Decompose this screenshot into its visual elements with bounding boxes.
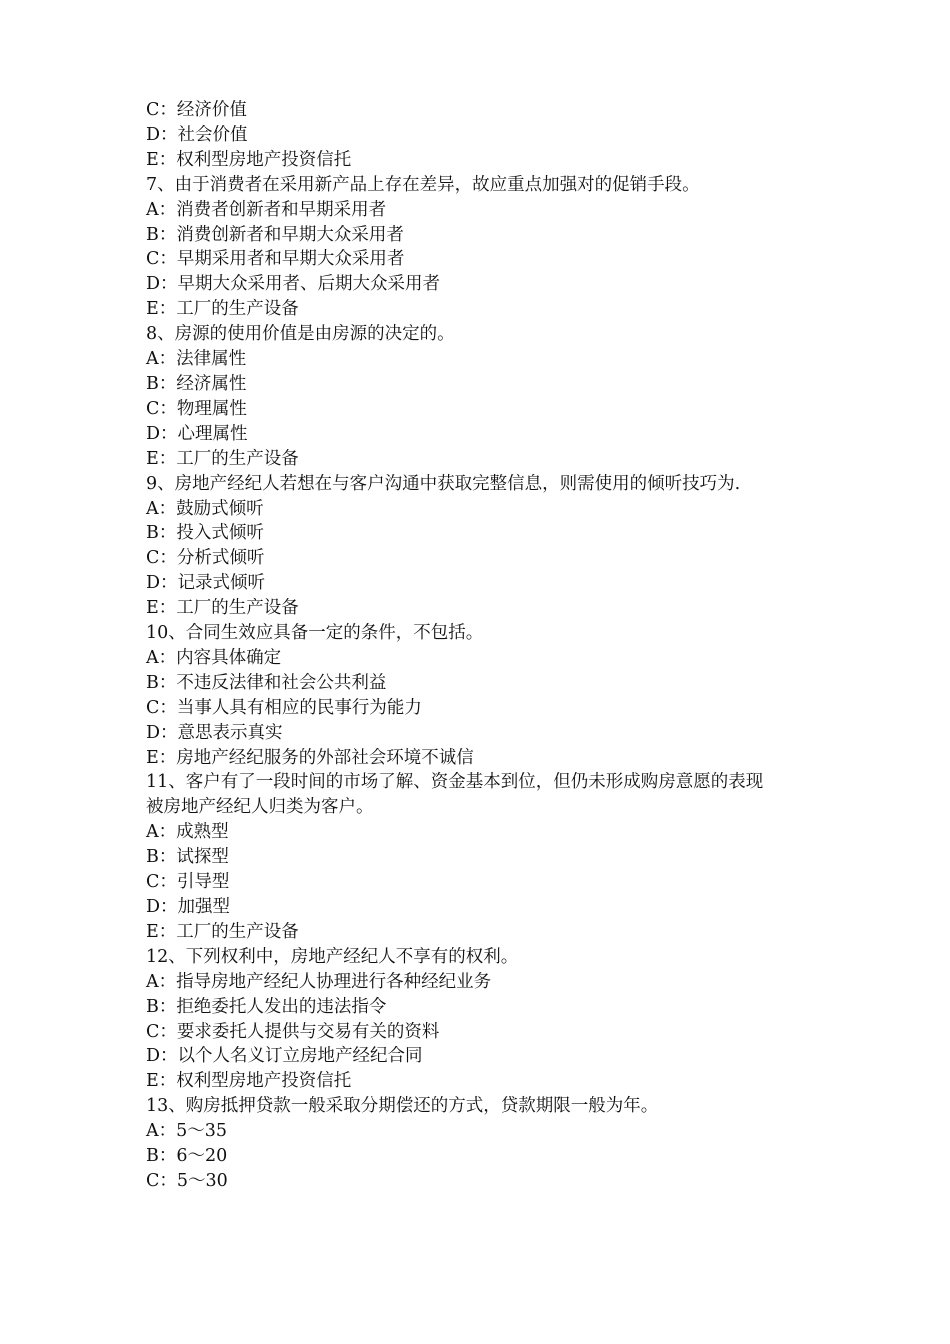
option-line: B：消费创新者和早期大众采用者 <box>146 224 404 245</box>
option-line: B：试探型 <box>146 847 229 868</box>
option-line: C：引导型 <box>146 872 230 893</box>
option-line: C：分析式倾听 <box>146 548 265 569</box>
option-line: B：不违反法律和社会公共利益 <box>146 672 387 693</box>
option-line: D：心理属性 <box>146 423 248 444</box>
question-13 <box>146 1094 826 1194</box>
option-line: A：消费者创新者和早期采用者 <box>146 199 387 220</box>
option-line: A：法律属性 <box>146 349 247 370</box>
question-text: 7、由于消费者在采用新产品上存在差异，故应重点加强对的促销手段。 <box>146 174 700 195</box>
option-line: B：6～20 <box>146 1146 228 1167</box>
option-line: B：拒绝委托人发出的违法指令 <box>146 996 387 1017</box>
option-line: A：内容具体确定 <box>146 647 282 668</box>
option-line: A：成熟型 <box>146 822 229 843</box>
option-line: E：工厂的生产设备 <box>146 921 299 942</box>
question-text-continued: 被房地产经纪人归类为客户。 <box>146 797 374 818</box>
option-line: C：要求委托人提供与交易有关的资料 <box>146 1021 440 1042</box>
question-10 <box>146 621 826 770</box>
question-8 <box>146 322 826 471</box>
question-12 <box>146 945 826 1094</box>
question-text: 8、房源的使用价值是由房源的决定的。 <box>146 324 455 345</box>
option-line: E：工厂的生产设备 <box>146 598 299 619</box>
option-line: C：5～30 <box>146 1170 228 1191</box>
option-line: B：投入式倾听 <box>146 523 264 544</box>
option-line: D：社会价值 <box>146 124 248 145</box>
option-line: D：加强型 <box>146 897 231 917</box>
option-line: D：记录式倾听 <box>146 573 266 594</box>
option-line: C：物理属性 <box>146 398 247 419</box>
document-body <box>146 98 826 1194</box>
option-line: E：工厂的生产设备 <box>146 299 299 320</box>
option-line: A：指导房地产经纪人协理进行各种经纪业务 <box>146 971 492 992</box>
option-line: A：鼓励式倾听 <box>146 498 264 519</box>
question-11 <box>146 770 826 944</box>
option-line: D：早期大众采用者、后期大众采用者 <box>146 274 441 295</box>
option-line: D：以个人名义订立房地产经纪合同 <box>146 1046 423 1067</box>
question-7 <box>146 173 826 322</box>
question-text: 10、合同生效应具备一定的条件，不包括。 <box>146 623 484 644</box>
option-line: E：房地产经纪服务的外部社会环境不诚信 <box>146 747 474 768</box>
option-line: D：意思表示真实 <box>146 722 283 743</box>
option-line: C：早期采用者和早期大众采用者 <box>146 249 405 270</box>
question-text: 13、购房抵押贷款一般采取分期偿还的方式，贷款期限一般为年。 <box>146 1096 659 1117</box>
option-line: E：工厂的生产设备 <box>146 448 299 469</box>
option-line: C：经济价值 <box>146 100 247 120</box>
question-9 <box>146 472 826 621</box>
question-text: 11、客户有了一段时间的市场了解、资金基本到位，但仍未形成购房意愿的表现 <box>146 772 764 793</box>
question-text: 12、下列权利中，房地产经纪人不享有的权利。 <box>146 946 519 967</box>
option-line: A：5～35 <box>146 1121 228 1142</box>
option-line: E：权利型房地产投资信托 <box>146 149 352 170</box>
option-line: E：权利型房地产投资信托 <box>146 1071 352 1092</box>
lead-options <box>146 98 826 173</box>
option-line: B：经济属性 <box>146 373 247 394</box>
option-line: C：当事人具有相应的民事行为能力 <box>146 697 422 718</box>
question-text: 9、房地产经纪人若想在与客户沟通中获取完整信息，则需使用的倾听技巧为. <box>146 473 741 494</box>
